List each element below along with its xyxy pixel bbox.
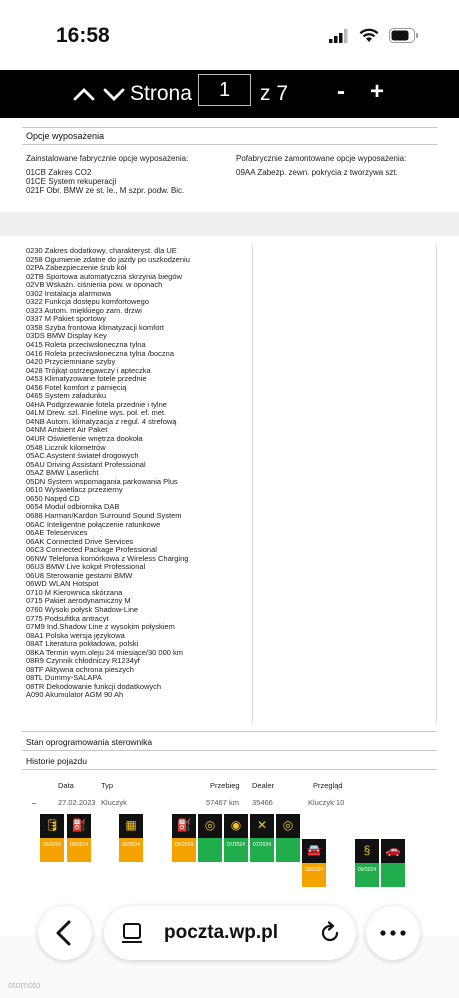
status-time: 16:58: [56, 24, 110, 47]
option-item: 0688 Harman/Kardon Surround Sound System: [26, 510, 182, 520]
option-item: 0465 System załadunku: [26, 391, 107, 401]
option-item: 06U3 BMW Live kokpit Professional: [26, 562, 146, 572]
service-tile: [172, 814, 196, 862]
option-item: 08TL Dummy-SALAPA: [26, 673, 102, 683]
option-item: 0456 Fotel komfort z pamięcią: [26, 382, 127, 392]
option-item: 0453 Klimatyzowane fotele przednie: [26, 374, 147, 384]
divider: [22, 750, 437, 751]
pdf-toolbar: [0, 70, 459, 118]
service-status-bar: [381, 863, 405, 887]
service-status-bar: [224, 838, 248, 862]
option-item: 08AT Literatura pokładowa, polski: [26, 639, 139, 649]
option-item: 08KA Termin wym.oleju 24 miesiące/30 000 km: [26, 647, 184, 657]
option-item: 0258 Ogumienie zdatne do jazdy po uszkodzeniu: [26, 254, 190, 264]
section-title-equipment: Opcje wyposażenia: [26, 131, 105, 141]
option-item: 0715 Pakiet aerodynamiczny M: [26, 596, 131, 606]
service-status-date: 05/2024: [121, 842, 141, 848]
service-tile: [119, 814, 143, 862]
reload-icon[interactable]: [318, 921, 342, 945]
option-item: 0610 Wyświetlacz przezierny: [26, 485, 123, 495]
option-item: 06AC Inteligentne połączenie ratunkowe: [26, 519, 161, 529]
service-status-bar: [172, 838, 196, 862]
option-item: 05AU Driving Assistant Professional: [26, 459, 146, 469]
equipment-options-list: [26, 247, 256, 700]
factory-option-item: 021F Obr. BMW ze st. le., M szpr. podw. Bic.: [26, 186, 185, 195]
section-title-history: Historie pojazdu: [26, 756, 87, 766]
divider: [22, 127, 437, 128]
option-item: 06AE Teleservices: [26, 528, 88, 538]
emissions-icon: 🚗: [385, 843, 401, 857]
fuel-filter-icon: ⛽: [176, 818, 192, 832]
option-item: 04UR Oświetlenie wnętrza dookoła: [26, 434, 143, 444]
option-item: 05AC Asystent świateł drogowych: [26, 451, 139, 461]
option-item: 08TF Aktywna ochrona pieszych: [26, 664, 134, 674]
option-item: 0710 M Kierownica skórzana: [26, 587, 123, 597]
service-status-bar: [355, 863, 379, 887]
option-item: 0428 Trójkąt ostrzegawczy i apteczka: [26, 365, 151, 375]
service-status-bar: [67, 838, 91, 862]
option-item: 02VB Wskaźn. ciśnienia pow. w oponach: [26, 280, 163, 290]
option-item: 06NW Telefonia komórkowa z Wireless Charging: [26, 553, 189, 563]
service-status-date: 07/2024: [226, 842, 246, 848]
brake-fluid-icon: ◉: [230, 818, 242, 832]
previous-page-icon[interactable]: [70, 80, 98, 108]
service-tile: [67, 814, 91, 862]
oil-level-icon: ⛽: [71, 818, 87, 832]
option-item: 05DN System wspomagania parkowania Plus: [26, 476, 178, 486]
option-item: 06AK Connected Drive Services: [26, 536, 134, 546]
option-item: 0654 Moduł odbiornika DAB: [26, 502, 120, 512]
url-text: poczta.wp.pl: [164, 922, 278, 943]
option-item: 0358 Szyba frontowa klimatyzacji komfort: [26, 322, 164, 332]
status-icons: [329, 28, 419, 43]
service-status-date: 09/2024: [357, 867, 377, 873]
divider: [22, 731, 437, 732]
history-type: Kluczyk: [101, 798, 127, 807]
history-review: Kluczyk 10: [308, 798, 345, 807]
battery-icon: [389, 28, 419, 43]
service-tools-icon: ✕: [256, 818, 268, 832]
option-item: 04NM Ambient Air Paket: [26, 425, 108, 435]
option-item: 0323 Autom. miękkiego zam. drzwi: [26, 305, 142, 315]
factory-option-item: 01CE System rekuperacji: [26, 177, 117, 186]
wifi-icon: [359, 28, 379, 43]
service-status-bar: [250, 838, 274, 862]
option-item: 0420 Przyciemniane szyby: [26, 357, 116, 367]
service-status-bar: [119, 838, 143, 862]
option-item: 0302 Instalacja alarmowa: [26, 288, 112, 298]
service-tile: [224, 814, 248, 862]
option-item: 0760 Wysoki połysk Shadow-Line: [26, 604, 139, 614]
chevron-left-icon: [38, 906, 92, 960]
brake-front-icon: ◎: [204, 818, 216, 832]
retrofit-options-title: Pofabrycznie zamontowane opcje wyposażenia:: [236, 154, 407, 163]
address-bar[interactable]: [104, 906, 356, 960]
history-header-date: Data: [58, 781, 74, 790]
option-item: 06WD WLAN Hotspot: [26, 579, 99, 589]
status-bar: [0, 0, 459, 70]
brake-rear-icon: ◎: [282, 818, 294, 832]
option-item: 0415 Roleta przeciwsłoneczna tylna: [26, 340, 146, 350]
zoom-out-button[interactable]: -: [337, 78, 345, 105]
section-title-software: Stan oprogramowania sterownika: [26, 737, 153, 747]
more-button[interactable]: [366, 906, 420, 960]
option-item: 0548 Licznik kilometrów: [26, 442, 106, 452]
vehicle-check-icon: 🚘: [306, 843, 322, 857]
service-tile: [250, 814, 274, 862]
service-tile: [40, 814, 64, 862]
option-item: 0337 M Pakiet sportowy: [26, 314, 107, 324]
history-mileage: 57467 km: [206, 798, 239, 807]
service-status-bar: [276, 838, 300, 862]
option-item: 0230 Zakres dodatkowy, charakteryst. dla UE: [26, 246, 177, 255]
factory-options-title: Zainstalowane fabrycznie opcje wyposażenia:: [26, 154, 189, 163]
service-status-date: 05/2024: [174, 842, 194, 848]
service-status-bar: [40, 838, 64, 862]
option-item: 07M9 Ind.Shadow Line z wysokim połyskiem: [26, 622, 175, 632]
service-tile: [302, 839, 326, 887]
option-item: 0775 Podsufitka antracyt: [26, 613, 109, 623]
option-item: 05AZ BMW Laserlicht: [26, 468, 99, 478]
option-item: 0322 Funkcja dostępu komfortowego: [26, 297, 149, 307]
column-divider: [436, 246, 437, 722]
option-item: 02TB Sportowa automatyczna skrzynia biegów: [26, 271, 182, 281]
history-date: 27.02.2023: [58, 798, 96, 807]
service-tile: [198, 814, 222, 862]
signal-icon: [329, 29, 349, 43]
factory-option-item: 01CB Zakres CO2: [26, 168, 92, 177]
filter-icon: ▦: [125, 818, 137, 832]
option-item: 06U8 Sterowanie gestami BMW: [26, 570, 133, 580]
history-header-dealer: Dealer: [252, 781, 275, 790]
page-label: Strona: [130, 82, 192, 105]
option-item: 08TR Dekodowanie funkcji dodatkowych: [26, 681, 162, 691]
option-item: 04LM Drew. szl. Fineline wys. poł. ef. met.: [26, 408, 167, 418]
retrofit-option-item: 09AA Zabezp. zewn. pokrycia z tworzywa szt.: [236, 168, 398, 177]
option-item: 06C3 Connected Package Professional: [26, 545, 157, 555]
history-expand-toggle[interactable]: –: [32, 798, 37, 807]
zoom-in-button[interactable]: +: [370, 78, 385, 105]
back-button[interactable]: [38, 906, 92, 960]
service-status-date: 05/2024: [304, 867, 324, 873]
option-item: 0650 Napęd CD: [26, 493, 80, 503]
watermark: otomoto: [8, 980, 41, 990]
service-tile: [381, 839, 405, 887]
service-status-date: 07/2024: [252, 842, 272, 848]
option-item: 03DS BMW Display Key: [26, 331, 107, 341]
total-pages: z 7: [260, 82, 289, 105]
service-tile: [355, 839, 379, 887]
history-header-review: Przegląd: [313, 781, 343, 790]
next-page-icon[interactable]: [100, 80, 128, 108]
option-item: 08A1 Polska wersja językowa: [26, 630, 125, 640]
service-status-bar: [302, 863, 326, 887]
history-dealer: 35466: [252, 798, 273, 807]
history-header-mileage: Przebieg: [210, 781, 240, 790]
option-item: A090 Akumulator AGM 90 Ah: [26, 690, 124, 700]
service-status-date: 05/2024: [69, 842, 89, 848]
option-item: 04NB Autom. klimatyzacja z regul. 4 strefową: [26, 416, 177, 426]
option-item: 04HA Podgrzewanie fotela przednie i tylne: [26, 399, 167, 409]
service-tile: [276, 814, 300, 862]
service-status-bar: [198, 838, 222, 862]
divider: [22, 144, 437, 145]
inspection-icon: §: [363, 843, 371, 857]
option-item: 0416 Roleta przeciwsłoneczna tylna /boczna: [26, 348, 175, 358]
option-item: 08R9 Czynnik chłodniczy R1234yf: [26, 656, 140, 666]
page-number-input[interactable]: [198, 74, 251, 106]
more-icon: [366, 906, 420, 960]
history-header-type: Typ: [101, 781, 114, 790]
reader-view-icon[interactable]: [120, 921, 144, 945]
option-item: 02PA Zabezpieczenie śrub kół: [26, 263, 127, 273]
service-status-date: 05/2024: [42, 842, 62, 848]
oil-can-icon: 🛢: [44, 818, 60, 832]
divider: [22, 769, 437, 770]
